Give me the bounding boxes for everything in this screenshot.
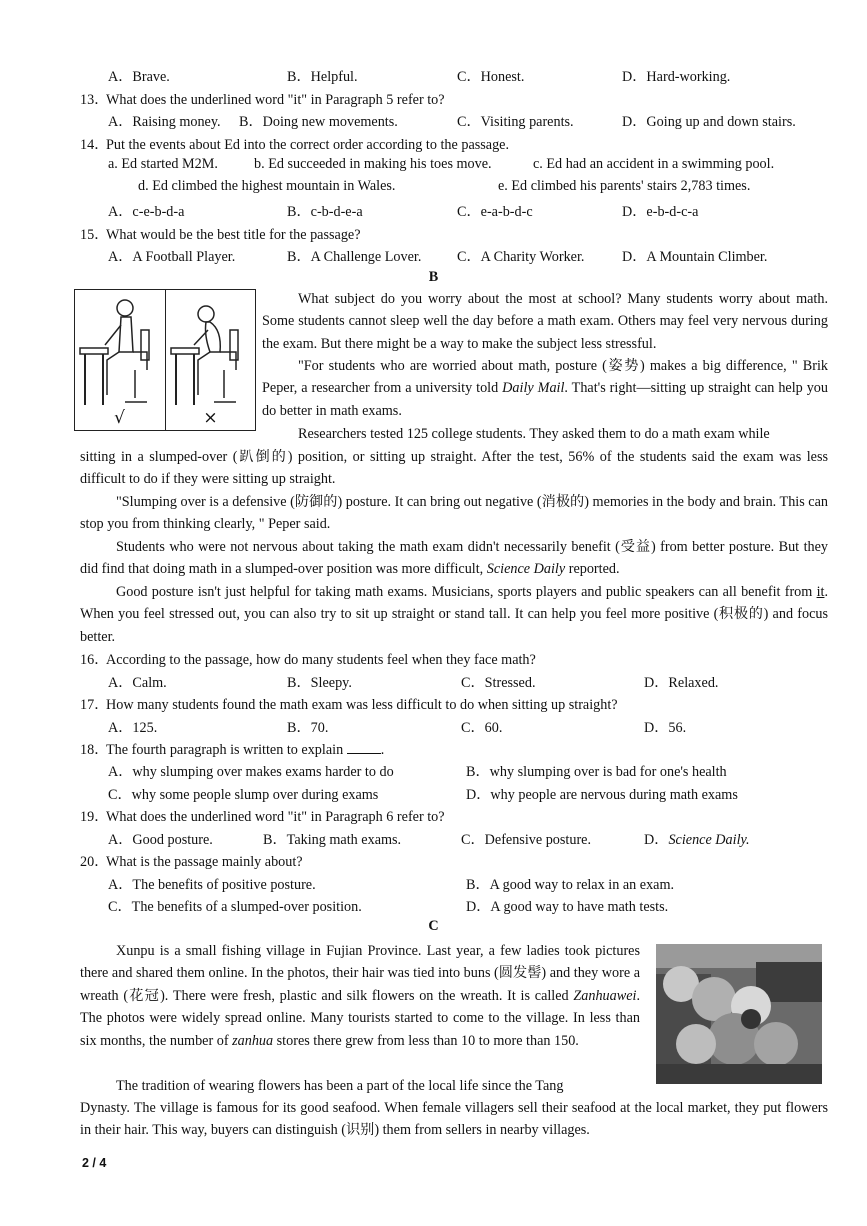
sitting-straight-icon xyxy=(75,290,164,412)
q14-event-e: e. Ed climbed his parents' stairs 2,783 times. xyxy=(498,178,751,194)
q13-option-c: C．Visiting parents. xyxy=(457,114,574,130)
q14-stem: 14．Put the events about Ed into the correct order according to the passage. xyxy=(80,137,510,153)
q15-option-c: C．A Charity Worker. xyxy=(457,249,585,265)
q14-event-b: b. Ed succeeded in making his toes move. xyxy=(254,156,492,172)
q13-option-b: B．Doing new movements. xyxy=(239,114,398,130)
section-c-paragraph-2: Dynasty. The village is famous for its good seafood. When female villagers sell their seafood at the local market, they put flowers in their hair. This way, buyers can distinguish (识别) them from sellers in nearby villages. xyxy=(80,1100,828,1139)
q14-option-d: D．e-b-d-c-a xyxy=(622,204,699,220)
wrong-cross-icon: × xyxy=(203,408,218,428)
q20-option-b: B．A good way to relax in an exam. xyxy=(466,877,675,893)
q19-option-a: A．Good posture. xyxy=(108,832,213,848)
q14-option-c: C．e-a-b-d-c xyxy=(457,204,533,220)
q16-stem: 16．According to the passage, how do many students feel when they face math? xyxy=(80,652,536,668)
q16-option-d: D．Relaxed. xyxy=(644,675,719,691)
q18-option-d: D．why people are nervous during math exams xyxy=(466,787,738,803)
q18-option-a: A．why slumping over makes exams harder to do xyxy=(108,764,394,780)
section-b-paragraph-5: Students who were not nervous about taking the math exam didn't necessarily benefit (受益) from better posture. But they did find that doing math in a slumped-over position was more difficult, Science Daily reported. xyxy=(80,539,828,578)
q14-event-a: a. Ed started M2M. xyxy=(108,156,218,172)
q12-option-b: B．Helpful. xyxy=(287,69,358,85)
q12-option-c: C．Honest. xyxy=(457,69,525,85)
q20-stem: 20．What is the passage mainly about? xyxy=(80,854,303,870)
q18-option-c: C．why some people slump over during exams xyxy=(108,787,379,803)
q15-option-b: B．A Challenge Lover. xyxy=(287,249,422,265)
q17-option-a: A．125. xyxy=(108,720,158,736)
q20-option-a: A．The benefits of positive posture. xyxy=(108,877,316,893)
q19-option-c: C．Defensive posture. xyxy=(461,832,592,848)
page-number: 2 / 4 xyxy=(82,1156,107,1170)
answer-blank xyxy=(347,741,381,754)
posture-figure-right xyxy=(165,290,255,430)
q15-option-d: D．A Mountain Climber. xyxy=(622,249,768,265)
q16-option-c: C．Stressed. xyxy=(461,675,536,691)
q14-option-a: A．c-e-b-d-a xyxy=(108,204,185,220)
q13-option-a: A．Raising money. xyxy=(108,114,221,130)
section-b-paragraph-3: sitting in a slumped-over (趴倒的) position, or sitting up straight. After the test, 56% of the students said the exam was less difficult to do if they were sitting up straight. xyxy=(80,449,828,488)
correct-check-icon: √ xyxy=(114,408,125,428)
section-c-heading: C xyxy=(428,918,439,934)
q19-option-d: D．Science Daily. xyxy=(644,832,750,848)
zanhuawei-photo xyxy=(656,944,822,1084)
section-c-paragraph-1: Xunpu is a small fishing village in Fujian Province. Last year, a few ladies took pictures there and shared them online. In the photos, their hair was tied into buns (圆发髻) and they wore a wreath (花冠). There were fresh, plastic and silk flowers on the wreath. It is called Zanhuawei. The photos were widely spread online. Many tourists started to come to the village. In less than six months, the number of zanhua stores there grew from less than 10 to more than 150. xyxy=(80,943,640,1049)
q12-option-d: D．Hard-working. xyxy=(622,69,731,85)
q18-option-b: B．why slumping over is bad for one's health xyxy=(466,764,727,780)
section-b-paragraph-6: Good posture isn't just helpful for taking math exams. Musicians, sports players and public speakers can all benefit from it. When you feel stressed out, you can also try to sit up straight or stand tall. It can help you feel more positive (积极的) and focus better. xyxy=(80,584,828,645)
q16-option-a: A．Calm. xyxy=(108,675,167,691)
section-c-paragraph-2-line-1: The tradition of wearing flowers has been a part of the local life since the Tang xyxy=(116,1078,564,1094)
section-b-heading: B xyxy=(428,269,439,285)
posture-figure-left xyxy=(75,290,164,430)
section-b-paragraph-3-line-1: Researchers tested 125 college students. They asked them to do a math exam while xyxy=(298,426,770,442)
q17-option-c: C．60. xyxy=(461,720,503,736)
section-b-paragraph-2: "For students who are worried about math, posture (姿势) makes a big difference, " Brik Peper, a researcher from a university told Daily Mail. That's right—sitting up straight can help you do better in math exams. xyxy=(262,358,828,419)
q14-option-b: B．c-b-d-e-a xyxy=(287,204,363,220)
q20-option-d: D．A good way to have math tests. xyxy=(466,899,669,915)
q17-stem: 17．How many students found the math exam was less difficult to do when sitting up straight? xyxy=(80,697,618,713)
q19-stem: 19．What does the underlined word "it" in Paragraph 6 refer to? xyxy=(80,809,445,825)
q15-stem: 15．What would be the best title for the passage? xyxy=(80,227,361,243)
q18-stem: 18．The fourth paragraph is written to explain . xyxy=(80,742,385,758)
q13-stem: 13．What does the underlined word "it" in Paragraph 5 refer to? xyxy=(80,92,445,108)
q17-option-b: B．70. xyxy=(287,720,329,736)
section-b-paragraph-1: What subject do you worry about the most at school? Many students worry about math. Some students cannot sleep well the day before a math exam. Others may feel very nervous during the exam. But there might be a way to make the subject less stressful. xyxy=(262,291,828,352)
q12-option-a: A．Brave. xyxy=(108,69,170,85)
q14-event-c: c. Ed had an accident in a swimming pool. xyxy=(533,156,775,172)
q15-option-a: A．A Football Player. xyxy=(108,249,236,265)
posture-figure xyxy=(74,289,256,431)
q17-option-d: D．56. xyxy=(644,720,687,736)
slumped-sitting-icon xyxy=(166,290,255,412)
q16-option-b: B．Sleepy. xyxy=(287,675,352,691)
q14-event-d: d. Ed climbed the highest mountain in Wales. xyxy=(138,178,396,194)
q20-option-c: C．The benefits of a slumped-over position. xyxy=(108,899,362,915)
section-b-paragraph-4: "Slumping over is a defensive (防御的) posture. It can bring out negative (消极的) memories in the body and brain. This can stop you from thinking clearly, " Peper said. xyxy=(80,494,828,533)
village-photo-image xyxy=(656,944,822,1084)
q13-option-d: D．Going up and down stairs. xyxy=(622,114,796,130)
q19-option-b: B．Taking math exams. xyxy=(263,832,402,848)
